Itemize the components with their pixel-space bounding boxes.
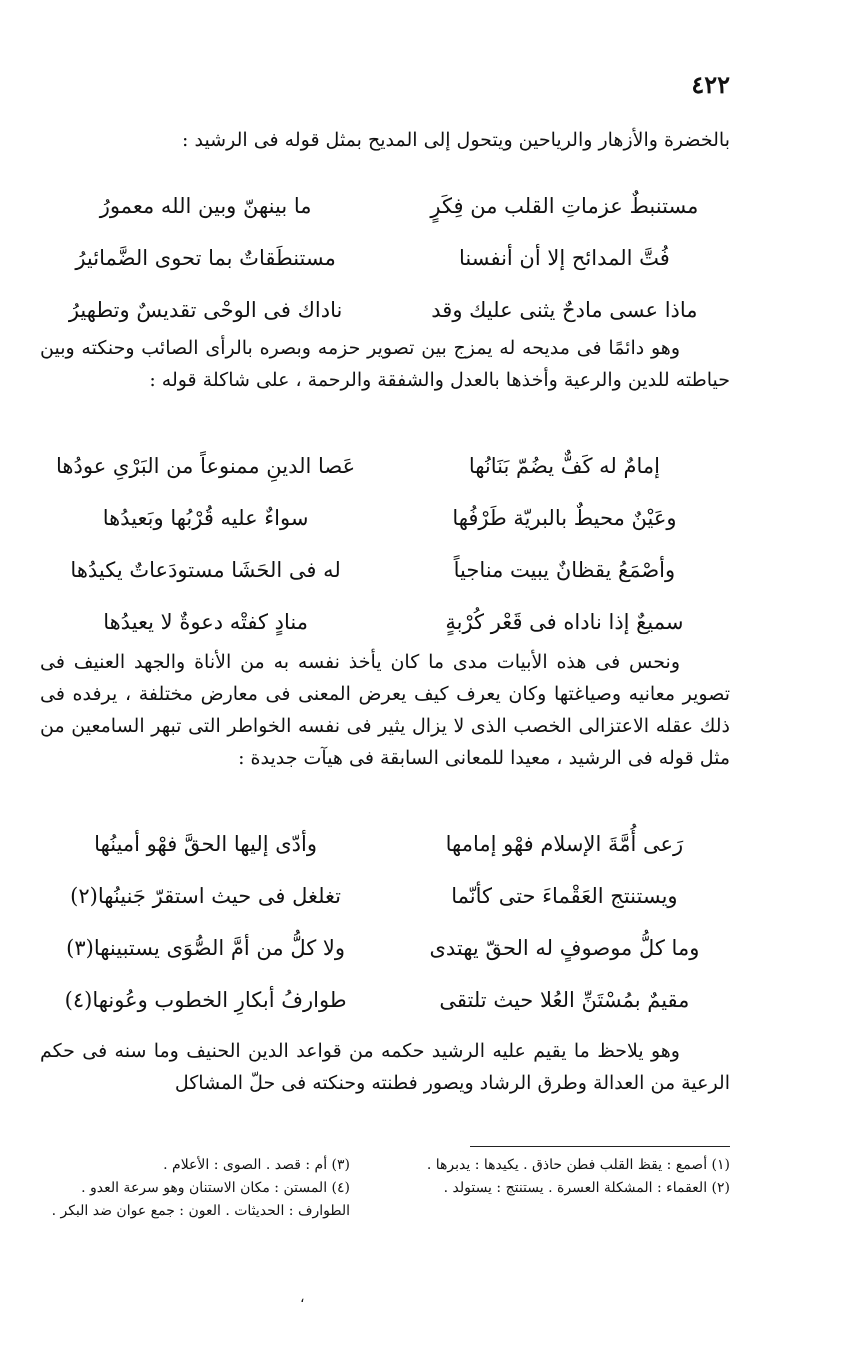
verse-first-hemistich: مستنبطٌ عزماتِ القلب من فِكَرٍ — [430, 194, 699, 218]
paragraph-intro: بالخضرة والأزهار والرياحين ويتحول إلى المديح بمثل قوله فى الرشيد : — [182, 129, 730, 151]
verse-line — [40, 492, 730, 544]
verse-second-hemistich: وأدّى إليها الحقَّ فهْو أمينُها — [94, 832, 317, 856]
verse-first-hemistich: رَعى أُمَّةَ الإسلام فهْو إمامها — [445, 832, 684, 856]
verse-block-3 — [40, 818, 730, 1026]
page-number: ٤٢٢ — [691, 70, 730, 99]
verse-line — [40, 440, 730, 492]
verse-block-2 — [40, 440, 730, 648]
verse-line — [40, 596, 730, 648]
verse-line — [40, 870, 730, 922]
verse-line — [40, 974, 730, 1026]
verse-line — [40, 284, 730, 336]
verse-second-hemistich: ما بينهنّ وبين الله معمورُ — [99, 194, 312, 218]
verse-first-hemistich: سميعٌ إذا ناداه فى قَعْر كُرْبةٍ — [445, 610, 684, 634]
footnote-1: (١) أصمع : يقظ القلب فطن حاذق . يكيدها : يدبرها . — [426, 1157, 730, 1173]
verse-line — [40, 544, 730, 596]
verse-line — [40, 232, 730, 284]
verse-line — [40, 922, 730, 974]
verse-first-hemistich: ويستنتج العَقْماءَ حتى كأنّما — [451, 884, 678, 908]
footnote-divider — [470, 1146, 730, 1147]
footnotes — [40, 1154, 730, 1223]
paragraph-3: ونحس فى هذه الأبيات مدى ما كان يأخذ نفسه به من الأناة والجهد العنيف فى تصوير معانيه وصياغتها وكان يعرف كيف يعرض المعنى فى معارض مختلفة ، يرفده فى ذلك عقله الاعتزالى الخصب الذى لا يزال يثير فى نفسه الخواطر التى تبهر السامعين من مثل قوله فى الرشيد ، معيدا للمعانى السابقة فى هيآت جديدة : — [40, 651, 730, 769]
bottom-mark: ، — [300, 1290, 305, 1306]
verse-first-hemistich: فُتَّ المدائح إلا أن أنفسنا — [458, 246, 670, 270]
footnote-3: (٣) أم : قصد . الصوى : الأعلام . — [163, 1157, 350, 1173]
footnote-2: (٢) العقماء : المشكلة العسرة . يستنتج : يستولد . — [443, 1180, 730, 1196]
footnotes-right-column — [420, 1154, 730, 1223]
paragraph-2: وهو دائمًا فى مديحه له يمزج بين تصوير حزمه وبصره بالرأى الصائب وحنكته وبين حياطته للدين والرعية وأخذها بالعدل والشفقة والرحمة ، على شاكلة قوله : — [40, 337, 730, 391]
verse-first-hemistich: وما كلُّ موصوفٍ له الحقّ يهتدى — [429, 936, 700, 960]
verse-first-hemistich: مقيمٌ بمُسْتَنِّ العُلا حيث تلتقى — [439, 988, 690, 1012]
verse-first-hemistich: وأصْمَعُ يقظانٌ يبيت مناجياً — [453, 558, 676, 582]
paragraph-4: وهو يلاحظ ما يقيم عليه الرشيد حكمه من قواعد الدين الحنيف وما سنه فى حكم الرعية من العدالة وطرق الرشاد ويصور فطنته وحنكته فى حلّ المشاكل — [40, 1040, 730, 1094]
verse-first-hemistich: وعَيْنٌ محيطٌ بالبريّة طَرْفُها — [452, 506, 677, 530]
verse-line — [40, 818, 730, 870]
verse-second-hemistich: سواءٌ عليه قُرْبُها وبَعيدُها — [102, 506, 309, 530]
verse-second-hemistich: عَصا الدينِ ممنوعاً من البَرْىِ عودُها — [56, 454, 356, 478]
verse-second-hemistich: ناداك فى الوحْى تقديسٌ وتطهيرُ — [68, 298, 343, 322]
footnotes-left-column — [40, 1154, 350, 1223]
verse-first-hemistich: إمامٌ له كَفٌّ يضُمّ بَنَانُها — [468, 454, 660, 478]
footnote-4: (٤) المستن : مكان الاستنان وهو سرعة العدو . الطوارف : الحديثات . العون : جمع عوان ضد البكر . — [51, 1180, 350, 1219]
verse-second-hemistich: طوارفُ أبكارِ الخطوب وعُونها(٤) — [64, 988, 347, 1012]
verse-second-hemistich: تغلغل فى حيث استقرّ جَنينُها(٢) — [70, 884, 342, 908]
verse-first-hemistich: ماذا عسى مادحٌ يثنى عليك وقد — [431, 298, 698, 322]
verse-second-hemistich: ولا كلُّ من أمَّ الصُّوَى يستبينها(٣) — [66, 936, 346, 960]
verse-line — [40, 180, 730, 232]
verse-second-hemistich: منادٍ كفتْه دعوةٌ لا يعيدُها — [103, 610, 308, 634]
verse-second-hemistich: مستنطَقاتٌ بما تحوى الضَّمائيرُ — [75, 246, 336, 270]
verse-block-1 — [40, 180, 730, 336]
verse-second-hemistich: له فى الحَشَا مستودَعاتٌ يكيدُها — [70, 558, 341, 582]
